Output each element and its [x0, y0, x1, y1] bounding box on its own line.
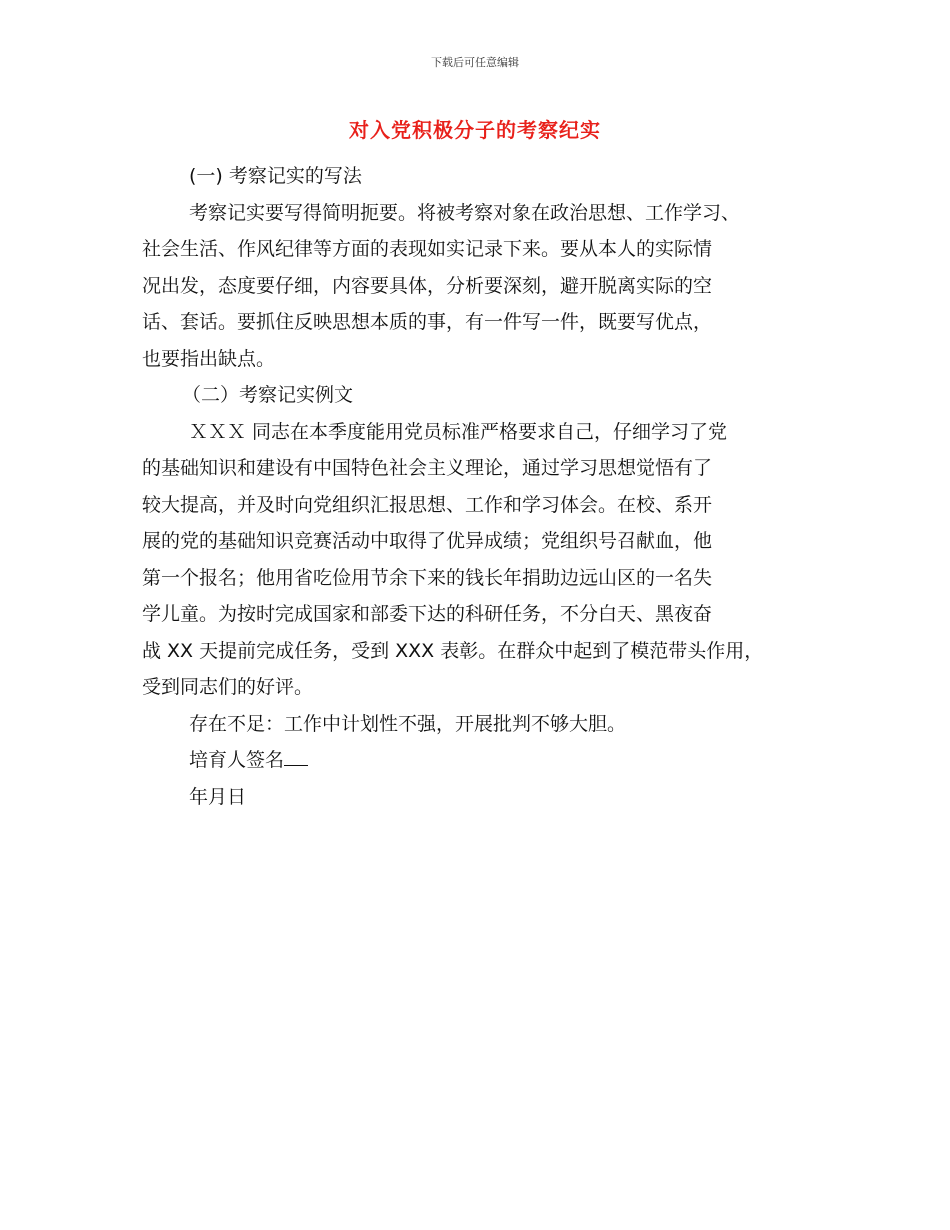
section2-line: 受到同志们的好评。 — [142, 676, 314, 698]
section1-line: 社会生活、作风纪律等方面的表现如实记录下来。要从本人的实际情 — [142, 238, 713, 260]
section2-line: 战 XX 天提前完成任务，受到 XXX 表彰。在群众中起到了模范带头作用， — [142, 639, 764, 662]
section2-line: 学儿童。为按时完成国家和部委下达的科研任务，不分白天、黑夜奋 — [142, 603, 713, 625]
section2-line: 较大提高，并及时向党组织汇报思想、工作和学习体会。在校、系开 — [142, 493, 713, 516]
document-body — [142, 158, 810, 815]
header-note: 下载后可任意编辑 — [431, 56, 519, 69]
section2-line: 的基础知识和建设有中国特色社会主义理论，通过学习思想觉悟有了 — [142, 457, 713, 479]
document-title: 对入党积极分子的考察纪实 — [349, 118, 601, 142]
section1-line: 也要指出缺点。 — [142, 347, 276, 370]
signature-blank — [284, 747, 308, 766]
section2-line: 展的党的基础知识竞赛活动中取得了优异成绩；党组织号召献血，他 — [142, 530, 713, 552]
signature-line — [142, 742, 810, 779]
section2-heading: （二）考察记实例文 — [182, 384, 354, 406]
date-line: 年月日 — [189, 785, 247, 808]
section1-line: 况出发，态度要仔细，内容要具体，分析要深刻，避开脱离实际的空 — [142, 274, 713, 297]
section1-line: 话、套话。要抓住反映思想本质的事，有一件写一件，既要写优点， — [142, 311, 713, 333]
section1-line: 考察记实要写得简明扼要。将被考察对象在政治思想、工作学习、 — [189, 201, 741, 224]
section2-line: ＸＸＸ 同志在本季度能用党员标准严格要求自己，仔细学习了党 — [189, 420, 728, 443]
section1-heading: (一) 考察记实的写法 — [189, 165, 362, 187]
signature-label: 培育人签名 — [189, 749, 285, 771]
shortcoming-line: 存在不足：工作中计划性不强，开展批判不够大胆。 — [189, 712, 627, 735]
section2-line: 第一个报名；他用省吃俭用节余下来的钱长年捐助边远山区的一名失 — [142, 566, 713, 589]
